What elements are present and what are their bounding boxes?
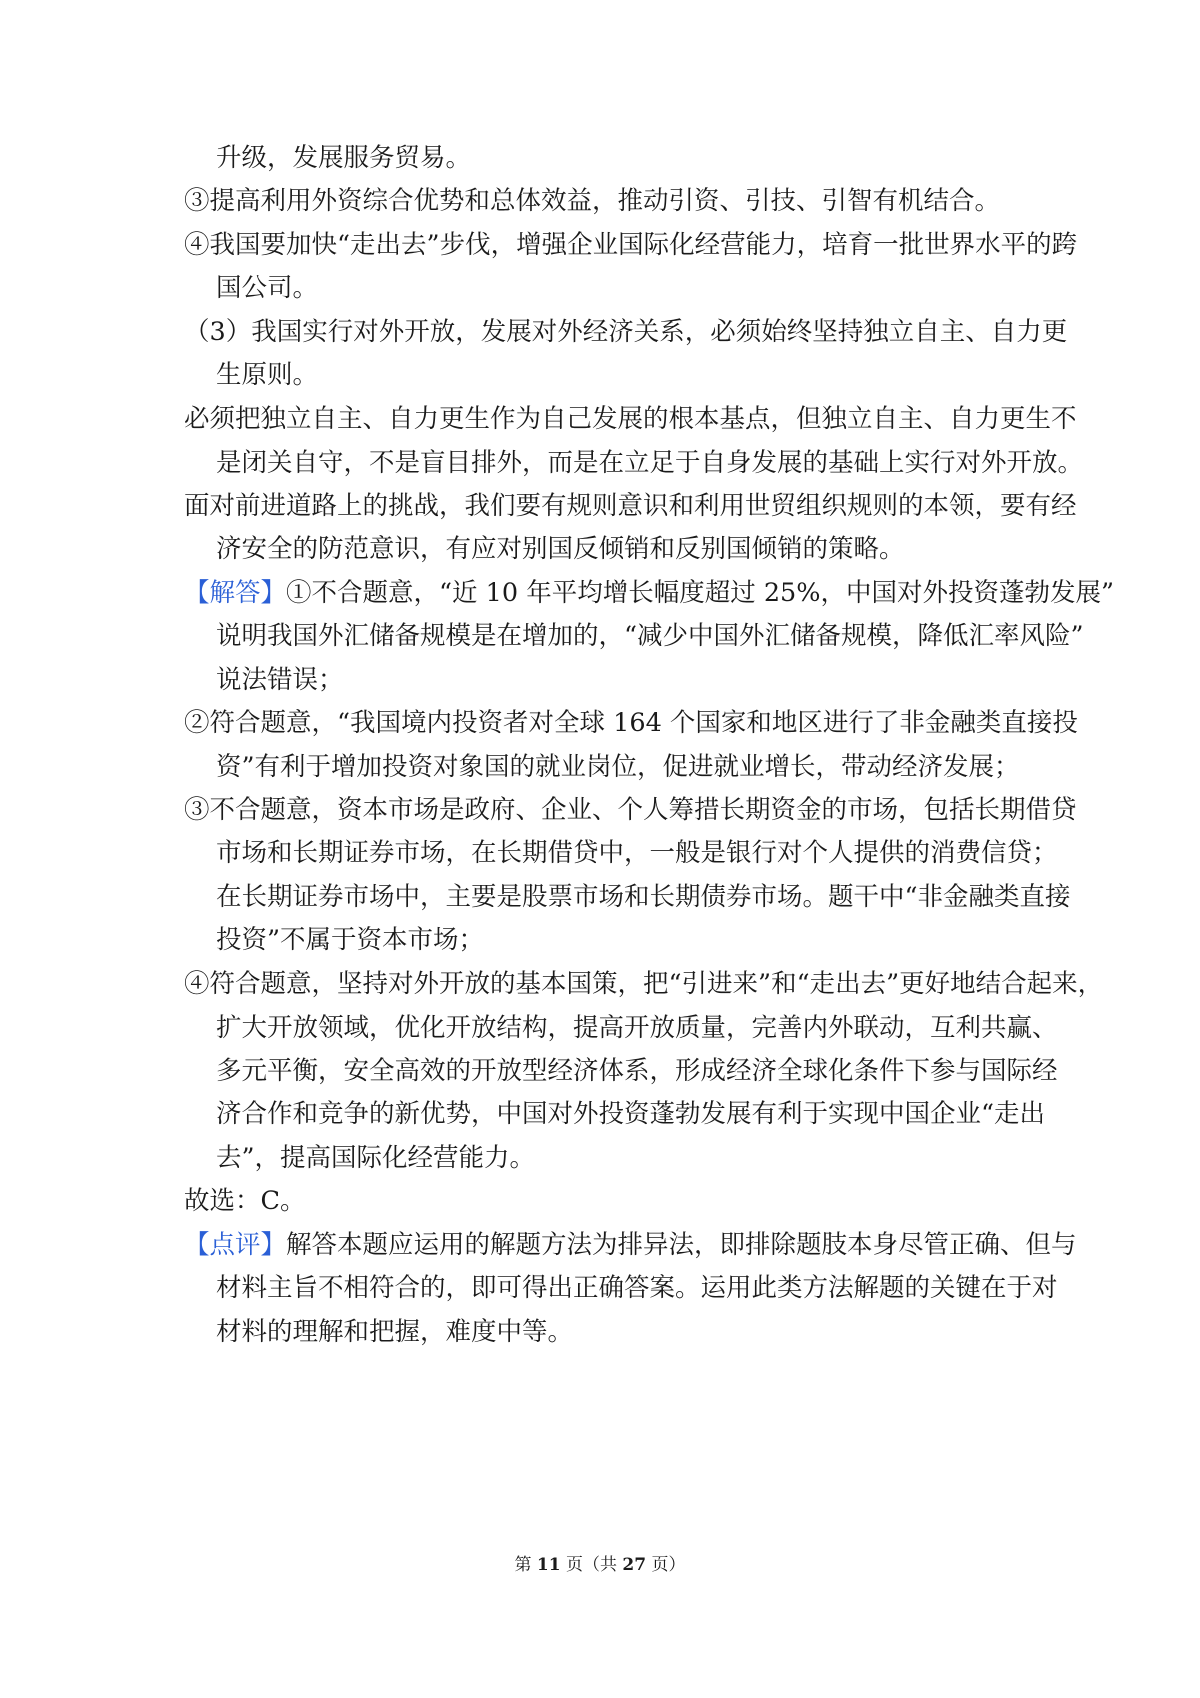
text-line: ②符合题意，“我国境内投资者对全球 164 个国家和地区进行了非金融类直接投 [184, 708, 1078, 738]
text-line: 必须把独立自主、自力更生作为自己发展的根本基点，但独立自主、自力更生不 [184, 404, 1077, 434]
text-line: ③提高利用外资综合优势和总体效益，推动引资、引技、引智有机结合。 [184, 186, 1001, 216]
text-line: 市场和长期证券市场，在长期借贷中，一般是银行对个人提供的消费信贷； [216, 838, 1058, 868]
text-line: 在长期证券市场中，主要是股票市场和长期债券市场。题干中“非金融类直接 [216, 882, 1071, 912]
footer-suffix: 页） [651, 1555, 686, 1575]
text-line: （3）我国实行对外开放，发展对外经济关系，必须始终坚持独立自主、自力更 [184, 317, 1068, 347]
text-line: ③不合题意，资本市场是政府、企业、个人筹措长期资金的市场，包括长期借贷 [184, 795, 1077, 825]
text-line: 说法错误； [216, 665, 344, 695]
answer-label: 【解答】 [184, 578, 287, 608]
answer-line [184, 573, 1115, 613]
page-footer [0, 1550, 1200, 1575]
text-line: ④符合题意，坚持对外开放的基本国策，把“引进来”和“走出去”更好地结合起来， [184, 969, 1104, 999]
text-line: 国公司。 [216, 273, 319, 303]
text-line: 是闭关自守，不是盲目排外，而是在立足于自身发展的基础上实行对外开放。 [216, 448, 1084, 478]
text-line: 生原则。 [216, 360, 319, 390]
text-line: 升级，发展服务贸易。 [216, 143, 472, 173]
text-line: 扩大开放领域，优化开放结构，提高开放质量，完善内外联动，互利共赢、 [216, 1013, 1058, 1043]
footer-prefix: 第 [514, 1555, 532, 1575]
text-line: 济安全的防范意识，有应对别国反倾销和反别国倾销的策略。 [216, 534, 905, 564]
text-line: 说明我国外汇储备规模是在增加的，“减少中国外汇储备规模，降低汇率风险” [216, 621, 1084, 651]
text-line: 故选：C。 [184, 1186, 306, 1216]
text-line: 投资”不属于资本市场； [216, 925, 485, 955]
review-label: 【点评】 [184, 1230, 287, 1260]
text-line: ①不合题意，“近 10 年平均增长幅度超过 25%，中国对外投资蓬勃发展” [286, 578, 1115, 608]
text-line: 面对前进道路上的挑战，我们要有规则意识和利用世贸组织规则的本领，要有经 [184, 491, 1077, 521]
footer-mid: 页（共 [566, 1555, 617, 1575]
text-line: 去”，提高国际化经营能力。 [216, 1143, 536, 1173]
text-line: ④我国要加快“走出去”步伐，增强企业国际化经营能力，培育一批世界水平的跨 [184, 230, 1078, 260]
text-line: 济合作和竞争的新优势，中国对外投资蓬勃发展有利于实现中国企业“走出 [216, 1099, 1046, 1129]
text-line: 材料主旨不相符合的，即可得出正确答案。运用此类方法解题的关键在于对 [216, 1273, 1058, 1303]
text-line: 多元平衡，安全高效的开放型经济体系，形成经济全球化条件下参与国际经 [216, 1056, 1058, 1086]
review-line [184, 1225, 1077, 1265]
page-number: 11 [536, 1555, 561, 1575]
text-line: 材料的理解和把握，难度中等。 [216, 1317, 574, 1347]
text-line: 解答本题应运用的解题方法为排异法，即排除题肢本身尽管正确、但与 [286, 1230, 1077, 1260]
text-line: 资”有利于增加投资对象国的就业岗位，促进就业增长，带动经济发展； [216, 752, 1020, 782]
total-pages: 27 [622, 1555, 647, 1575]
